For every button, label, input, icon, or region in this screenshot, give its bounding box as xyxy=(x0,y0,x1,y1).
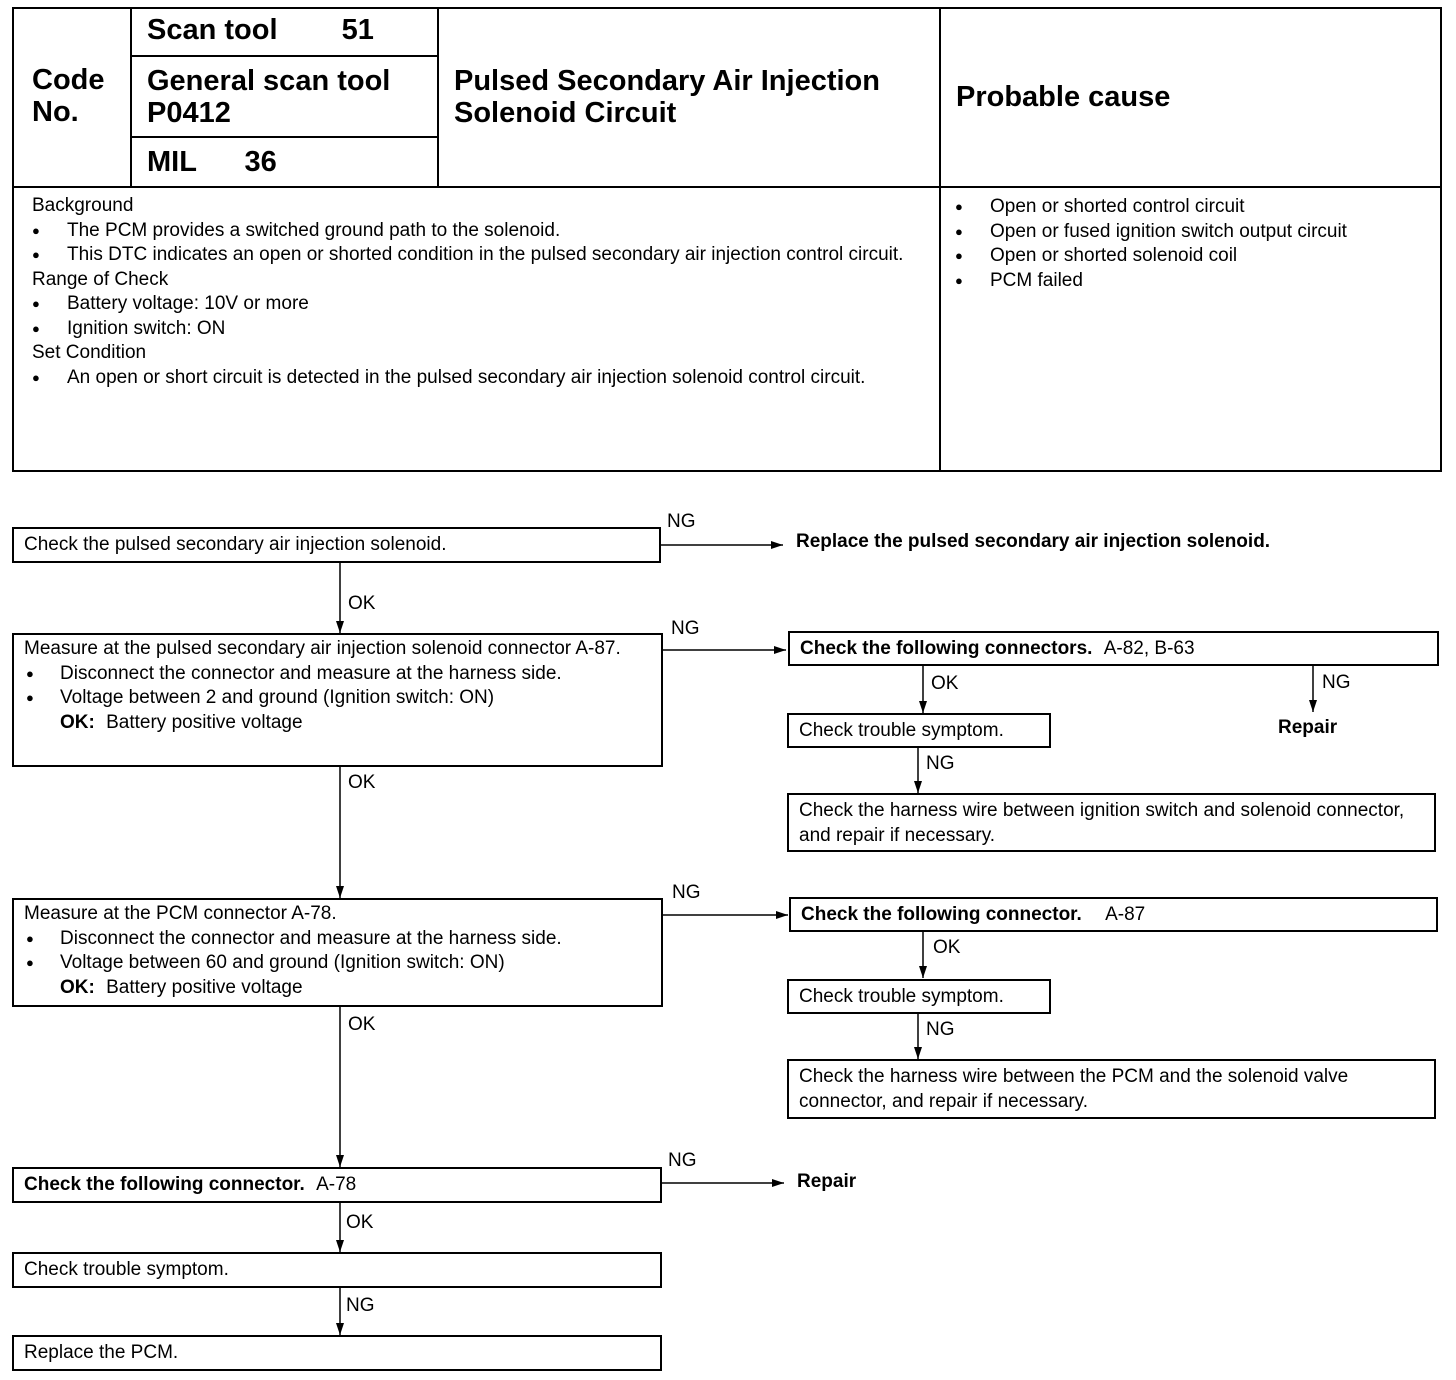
probable-cause-item: ● Open or shorted control circuit xyxy=(955,195,1435,220)
ng-label: NG xyxy=(346,1295,375,1316)
branch1-harness-check: Check the harness wire between ignition switch and solenoid connector, and repair if necessary. xyxy=(787,793,1436,852)
branch1-repair: Repair xyxy=(1278,717,1338,738)
ng-label: NG xyxy=(926,1019,955,1040)
ok-value: Battery positive voltage xyxy=(106,711,303,733)
scan-tool-value: 51 xyxy=(341,14,374,46)
probable-cause-item: ● Open or fused ignition switch output circuit xyxy=(955,220,1435,245)
background-item: ● This DTC indicates an open or shorted condition in the pulsed secondary air injection control circuit. xyxy=(32,243,922,268)
step2-bullet: ● Disconnect the connector and measure at the harness side. xyxy=(24,662,651,687)
step3-ng-check-connector xyxy=(789,897,1438,932)
branch2-check-trouble-symptom: Check trouble symptom. xyxy=(787,979,1051,1014)
step4-repair: Repair xyxy=(797,1171,857,1192)
ng-label: NG xyxy=(668,1150,697,1171)
ng-label: NG xyxy=(667,511,696,532)
connector-codes: A-87 xyxy=(1105,904,1146,925)
connector-codes: A-78 xyxy=(316,1174,357,1195)
general-scan-tool-value: P0412 xyxy=(147,97,231,129)
ok-label: OK xyxy=(933,937,961,958)
ng-label: NG xyxy=(671,618,700,639)
step2-measure-solenoid-connector xyxy=(12,633,663,767)
background-heading: Background xyxy=(32,195,134,216)
ng-label: NG xyxy=(1322,672,1351,693)
step2-bullet: ● Voltage between 2 and ground (Ignition switch: ON) xyxy=(24,686,651,711)
check-connector-text: Check the following connector. xyxy=(24,1174,305,1195)
set-condition-heading: Set Condition xyxy=(32,342,147,363)
set-condition-item: ● An open or short circuit is detected in the pulsed secondary air injection solenoid control circuit. xyxy=(32,366,922,391)
ng-label: NG xyxy=(926,753,955,774)
step3-text: Measure at the PCM connector A-78. xyxy=(24,903,337,924)
ok-label: OK xyxy=(346,1212,374,1233)
step5-check-trouble-symptom: Check trouble symptom. xyxy=(12,1252,662,1288)
ok-label: OK: xyxy=(60,976,95,998)
step2-ng-check-connectors xyxy=(788,631,1439,666)
step3-ok-spec xyxy=(24,976,651,1001)
step4-check-connector xyxy=(12,1167,662,1203)
scan-tool-label: Scan tool xyxy=(147,14,278,46)
step6-replace-pcm: Replace the PCM. xyxy=(12,1335,662,1371)
step3-bullet: ● Disconnect the connector and measure at the harness side. xyxy=(24,927,651,952)
check-connector-text: Check the following connector. xyxy=(801,904,1082,925)
probable-cause-heading: Probable cause xyxy=(956,81,1171,113)
dtc-title-line2: Solenoid Circuit xyxy=(454,97,677,129)
branch1-check-trouble-symptom: Check trouble symptom. xyxy=(787,713,1051,748)
step3-measure-pcm-connector xyxy=(12,898,663,1007)
background-item: ● The PCM provides a switched ground path to the solenoid. xyxy=(32,219,922,244)
ok-label: OK xyxy=(348,772,376,793)
ok-value: Battery positive voltage xyxy=(106,976,303,998)
general-scan-tool-label: General scan tool xyxy=(147,65,391,97)
ng-label: NG xyxy=(672,882,701,903)
ok-label: OK: xyxy=(60,711,95,733)
check-connectors-text: Check the following connectors. xyxy=(800,638,1093,659)
range-item: ● Ignition switch: ON xyxy=(32,317,922,342)
step2-text: Measure at the pulsed secondary air injection solenoid connector A-87. xyxy=(24,638,621,659)
step3-bullet: ● Voltage between 60 and ground (Ignition switch: ON) xyxy=(24,951,651,976)
ok-label: OK xyxy=(348,593,376,614)
connector-codes: A-82, B-63 xyxy=(1103,638,1195,659)
code-no-label: Code No. xyxy=(32,64,105,128)
step1-check-solenoid: Check the pulsed secondary air injection solenoid. xyxy=(12,527,661,563)
mil-value: 36 xyxy=(244,146,277,178)
step1-ng-replace-solenoid: Replace the pulsed secondary air injection solenoid. xyxy=(796,531,1271,552)
probable-cause-item: ● PCM failed xyxy=(955,269,1435,294)
range-heading: Range of Check xyxy=(32,268,169,290)
probable-cause-item: ● Open or shorted solenoid coil xyxy=(955,244,1435,269)
mil-label: MIL xyxy=(147,146,197,178)
ok-label: OK xyxy=(348,1014,376,1035)
ok-label: OK xyxy=(931,673,959,694)
step2-ok-spec xyxy=(24,711,651,736)
range-item: ● Battery voltage: 10V or more xyxy=(32,292,922,317)
dtc-title-line1: Pulsed Secondary Air Injection xyxy=(454,65,880,97)
branch2-harness-check: Check the harness wire between the PCM and the solenoid valve connector, and repair if necessary. xyxy=(787,1059,1436,1119)
